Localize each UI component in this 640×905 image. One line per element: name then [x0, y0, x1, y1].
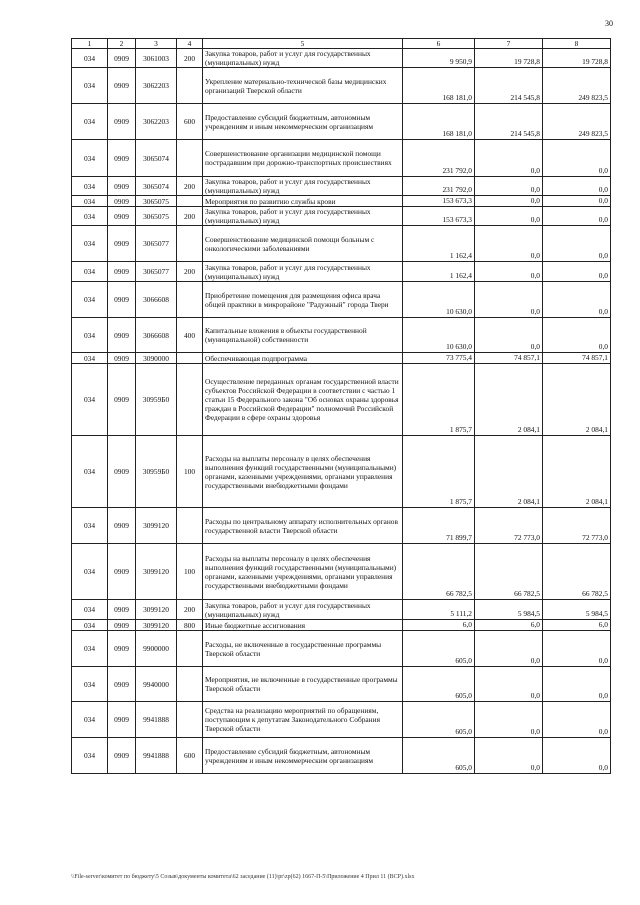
amount-col7-cell: 0,0: [475, 196, 543, 207]
target-article-cell: 3099120: [136, 600, 177, 620]
ministry-code-cell: 034: [72, 544, 108, 600]
section-code-cell: 0909: [108, 318, 136, 353]
expense-type-cell: [177, 140, 203, 177]
section-code-cell: 0909: [108, 226, 136, 262]
ministry-code-cell: 034: [72, 49, 108, 68]
expense-type-cell: 200: [177, 49, 203, 68]
file-path-footer: \\File-server\комитет по бюджету\5 Созыв\документы комитета\62 заседание (11)\pr\zp(62) 1667-П-5\Приложение 4 Прил 11 (ВСР).xlsx: [71, 874, 415, 880]
section-code-cell: 0909: [108, 104, 136, 140]
header-cell: 1: [72, 39, 108, 49]
description-cell: Расходы по центральному аппарату исполнительных органов государственной власти Тверской области: [203, 508, 403, 544]
table-row: [72, 262, 611, 282]
amount-col8-cell: 5 984,5: [543, 600, 611, 620]
table-row: [72, 177, 611, 196]
amount-col8-cell: 72 773,0: [543, 508, 611, 544]
amount-col8-cell: 249 823,5: [543, 104, 611, 140]
table-row: [72, 702, 611, 738]
amount-col6-cell: 605,0: [403, 738, 475, 774]
ministry-code-cell: 034: [72, 262, 108, 282]
description-cell: Укрепление материально-технической базы медицинских организаций Тверской области: [203, 68, 403, 104]
ministry-code-cell: 034: [72, 508, 108, 544]
amount-col6-cell: 10 630,0: [403, 282, 475, 318]
section-code-cell: 0909: [108, 196, 136, 207]
amount-col7-cell: 0,0: [475, 140, 543, 177]
description-cell: Расходы на выплаты персоналу в целях обеспечения выполнения функций государственными (муниципальными) органами, казенными учреждениями, органами управления государственными внебюджетными фондами: [203, 544, 403, 600]
table-row: [72, 196, 611, 207]
amount-col7-cell: 0,0: [475, 631, 543, 667]
amount-col8-cell: 2 084,1: [543, 364, 611, 436]
amount-col7-cell: 66 782,5: [475, 544, 543, 600]
amount-col7-cell: 6,0: [475, 620, 543, 631]
amount-col6-cell: 605,0: [403, 667, 475, 702]
amount-col6-cell: 66 782,5: [403, 544, 475, 600]
expense-type-cell: [177, 68, 203, 104]
expense-type-cell: [177, 667, 203, 702]
amount-col6-cell: 71 899,7: [403, 508, 475, 544]
amount-col6-cell: 1 875,7: [403, 364, 475, 436]
section-code-cell: 0909: [108, 68, 136, 104]
ministry-code-cell: 034: [72, 282, 108, 318]
amount-col8-cell: 0,0: [543, 702, 611, 738]
amount-col7-cell: 214 545,8: [475, 68, 543, 104]
amount-col7-cell: 0,0: [475, 262, 543, 282]
description-cell: Закупка товаров, работ и услуг для государственных (муниципальных) нужд: [203, 49, 403, 68]
expense-type-cell: 400: [177, 318, 203, 353]
target-article-cell: 3065077: [136, 226, 177, 262]
expense-type-cell: [177, 196, 203, 207]
amount-col7-cell: 5 984,5: [475, 600, 543, 620]
target-article-cell: 3066608: [136, 282, 177, 318]
description-cell: Закупка товаров, работ и услуг для государственных (муниципальных) нужд: [203, 177, 403, 196]
table-row: [72, 226, 611, 262]
table-row: [72, 364, 611, 436]
section-code-cell: 0909: [108, 600, 136, 620]
amount-col6-cell: 168 181,0: [403, 68, 475, 104]
table-row: [72, 353, 611, 364]
target-article-cell: 9940000: [136, 667, 177, 702]
header-cell: 5: [203, 39, 403, 49]
amount-col6-cell: 73 775,4: [403, 353, 475, 364]
header-cell: 6: [403, 39, 475, 49]
amount-col8-cell: 0,0: [543, 631, 611, 667]
amount-col7-cell: 0,0: [475, 207, 543, 226]
amount-col7-cell: 0,0: [475, 738, 543, 774]
target-article-cell: 3065074: [136, 140, 177, 177]
ministry-code-cell: 034: [72, 104, 108, 140]
expense-type-cell: [177, 282, 203, 318]
amount-col7-cell: 0,0: [475, 667, 543, 702]
page-number: 30: [605, 19, 613, 28]
header-cell: 4: [177, 39, 203, 49]
amount-col8-cell: 0,0: [543, 667, 611, 702]
description-cell: Предоставление субсидий бюджетным, автономным учреждениям и иным некоммерческим организациям: [203, 738, 403, 774]
description-cell: Иные бюджетные ассигнования: [203, 620, 403, 631]
section-code-cell: 0909: [108, 620, 136, 631]
amount-col7-cell: 2 084,1: [475, 436, 543, 508]
amount-col7-cell: 214 545,8: [475, 104, 543, 140]
table-row: [72, 49, 611, 68]
section-code-cell: 0909: [108, 282, 136, 318]
table-row: [72, 620, 611, 631]
section-code-cell: 0909: [108, 364, 136, 436]
budget-table: [71, 38, 611, 774]
description-cell: Мероприятия, не включенные в государственные программы Тверской области: [203, 667, 403, 702]
header-cell: 3: [136, 39, 177, 49]
description-cell: Совершенствование медицинской помощи больным с онкологическими заболеваниями: [203, 226, 403, 262]
target-article-cell: 3065074: [136, 177, 177, 196]
description-cell: Расходы, не включенные в государственные программы Тверской области: [203, 631, 403, 667]
amount-col8-cell: 249 823,5: [543, 68, 611, 104]
ministry-code-cell: 034: [72, 620, 108, 631]
section-code-cell: 0909: [108, 436, 136, 508]
section-code-cell: 0909: [108, 508, 136, 544]
amount-col6-cell: 231 792,0: [403, 177, 475, 196]
description-cell: Обеспечивающая подпрограмма: [203, 353, 403, 364]
amount-col7-cell: 72 773,0: [475, 508, 543, 544]
expense-type-cell: [177, 226, 203, 262]
ministry-code-cell: 034: [72, 600, 108, 620]
table-row: [72, 667, 611, 702]
ministry-code-cell: 034: [72, 702, 108, 738]
ministry-code-cell: 034: [72, 667, 108, 702]
table-header-row: [72, 39, 611, 49]
ministry-code-cell: 034: [72, 318, 108, 353]
expense-type-cell: 100: [177, 544, 203, 600]
ministry-code-cell: 034: [72, 738, 108, 774]
description-cell: Приобретение помещения для размещения офиса врача общей практики в микрорайоне "Радужный" города Твери: [203, 282, 403, 318]
section-code-cell: 0909: [108, 353, 136, 364]
ministry-code-cell: 034: [72, 196, 108, 207]
amount-col7-cell: 74 857,1: [475, 353, 543, 364]
amount-col6-cell: 605,0: [403, 631, 475, 667]
description-cell: Средства на реализацию мероприятий по обращениям, поступающим к депутатам Законодательного Собрания Тверской области: [203, 702, 403, 738]
description-cell: Закупка товаров, работ и услуг для государственных (муниципальных) нужд: [203, 600, 403, 620]
amount-col8-cell: 0,0: [543, 177, 611, 196]
amount-col8-cell: 74 857,1: [543, 353, 611, 364]
amount-col6-cell: 6,0: [403, 620, 475, 631]
target-article-cell: 3099120: [136, 508, 177, 544]
amount-col6-cell: 153 673,3: [403, 207, 475, 226]
table-row: [72, 544, 611, 600]
description-cell: Капитальные вложения в объекты государственной (муниципальной) собственности: [203, 318, 403, 353]
ministry-code-cell: 034: [72, 353, 108, 364]
amount-col6-cell: 231 792,0: [403, 140, 475, 177]
amount-col8-cell: 2 084,1: [543, 436, 611, 508]
table-row: [72, 207, 611, 226]
target-article-cell: 3066608: [136, 318, 177, 353]
table-row: [72, 68, 611, 104]
section-code-cell: 0909: [108, 702, 136, 738]
description-cell: Расходы на выплаты персоналу в целях обеспечения выполнения функций государственными (муниципальными) органами, казенными учреждениями, органами управления государственными внебюджетными фондами: [203, 436, 403, 508]
target-article-cell: 3065075: [136, 196, 177, 207]
section-code-cell: 0909: [108, 207, 136, 226]
amount-col8-cell: 66 782,5: [543, 544, 611, 600]
expense-type-cell: 200: [177, 177, 203, 196]
ministry-code-cell: 034: [72, 436, 108, 508]
amount-col8-cell: 0,0: [543, 207, 611, 226]
amount-col6-cell: 1 162,4: [403, 226, 475, 262]
amount-col8-cell: 0,0: [543, 226, 611, 262]
expense-type-cell: 600: [177, 738, 203, 774]
expense-type-cell: [177, 631, 203, 667]
amount-col8-cell: 0,0: [543, 318, 611, 353]
amount-col7-cell: 19 728,8: [475, 49, 543, 68]
amount-col8-cell: 0,0: [543, 262, 611, 282]
target-article-cell: 3065075: [136, 207, 177, 226]
table-row: [72, 436, 611, 508]
ministry-code-cell: 034: [72, 631, 108, 667]
amount-col7-cell: 0,0: [475, 318, 543, 353]
section-code-cell: 0909: [108, 738, 136, 774]
description-cell: Мероприятия по развитию службы крови: [203, 196, 403, 207]
amount-col7-cell: 0,0: [475, 226, 543, 262]
table-row: [72, 631, 611, 667]
table-row: [72, 140, 611, 177]
amount-col6-cell: 168 181,0: [403, 104, 475, 140]
amount-col6-cell: 153 673,3: [403, 196, 475, 207]
amount-col8-cell: 0,0: [543, 196, 611, 207]
target-article-cell: 3062203: [136, 104, 177, 140]
description-cell: Совершенствование организации медицинской помощи пострадавшим при дорожно-транспортных происшествиях: [203, 140, 403, 177]
description-cell: Осуществление переданных органам государственной власти субъектов Российской Федерации в соответствии с частью 1 статьи 15 Федерального закона "Об основах охраны здоровья граждан в Российской Федерации" полномочий Российской Федерации в сфере охраны здоровья: [203, 364, 403, 436]
section-code-cell: 0909: [108, 140, 136, 177]
table-row: [72, 738, 611, 774]
header-cell: 8: [543, 39, 611, 49]
expense-type-cell: [177, 702, 203, 738]
ministry-code-cell: 034: [72, 226, 108, 262]
ministry-code-cell: 034: [72, 68, 108, 104]
amount-col6-cell: 9 950,9: [403, 49, 475, 68]
target-article-cell: 3062203: [136, 68, 177, 104]
ministry-code-cell: 034: [72, 207, 108, 226]
description-cell: Закупка товаров, работ и услуг для государственных (муниципальных) нужд: [203, 262, 403, 282]
amount-col8-cell: 6,0: [543, 620, 611, 631]
amount-col6-cell: 605,0: [403, 702, 475, 738]
table-row: [72, 600, 611, 620]
target-article-cell: 9900000: [136, 631, 177, 667]
amount-col6-cell: 1 875,7: [403, 436, 475, 508]
ministry-code-cell: 034: [72, 177, 108, 196]
expense-type-cell: [177, 364, 203, 436]
expense-type-cell: 200: [177, 207, 203, 226]
target-article-cell: 3099120: [136, 620, 177, 631]
target-article-cell: 30959Б0: [136, 436, 177, 508]
expense-type-cell: 800: [177, 620, 203, 631]
target-article-cell: 30959Б0: [136, 364, 177, 436]
section-code-cell: 0909: [108, 631, 136, 667]
amount-col7-cell: 0,0: [475, 177, 543, 196]
amount-col8-cell: 0,0: [543, 738, 611, 774]
amount-col8-cell: 0,0: [543, 282, 611, 318]
amount-col6-cell: 10 630,0: [403, 318, 475, 353]
expense-type-cell: [177, 353, 203, 364]
target-article-cell: 3065077: [136, 262, 177, 282]
expense-type-cell: 600: [177, 104, 203, 140]
target-article-cell: 9941888: [136, 738, 177, 774]
amount-col7-cell: 0,0: [475, 282, 543, 318]
amount-col8-cell: 0,0: [543, 140, 611, 177]
ministry-code-cell: 034: [72, 364, 108, 436]
description-cell: Предоставление субсидий бюджетным, автономным учреждениям и иным некоммерческим организациям: [203, 104, 403, 140]
section-code-cell: 0909: [108, 49, 136, 68]
amount-col7-cell: 0,0: [475, 702, 543, 738]
target-article-cell: 3099120: [136, 544, 177, 600]
amount-col6-cell: 5 111,2: [403, 600, 475, 620]
header-cell: 7: [475, 39, 543, 49]
ministry-code-cell: 034: [72, 140, 108, 177]
amount-col7-cell: 2 084,1: [475, 364, 543, 436]
expense-type-cell: [177, 508, 203, 544]
target-article-cell: 9941888: [136, 702, 177, 738]
table-row: [72, 282, 611, 318]
target-article-cell: 3090000: [136, 353, 177, 364]
target-article-cell: 3061003: [136, 49, 177, 68]
section-code-cell: 0909: [108, 544, 136, 600]
description-cell: Закупка товаров, работ и услуг для государственных (муниципальных) нужд: [203, 207, 403, 226]
header-cell: 2: [108, 39, 136, 49]
section-code-cell: 0909: [108, 667, 136, 702]
expense-type-cell: 200: [177, 262, 203, 282]
table-row: [72, 318, 611, 353]
table-row: [72, 508, 611, 544]
section-code-cell: 0909: [108, 262, 136, 282]
table-row: [72, 104, 611, 140]
section-code-cell: 0909: [108, 177, 136, 196]
amount-col6-cell: 1 162,4: [403, 262, 475, 282]
expense-type-cell: 200: [177, 600, 203, 620]
amount-col8-cell: 19 728,8: [543, 49, 611, 68]
expense-type-cell: 100: [177, 436, 203, 508]
